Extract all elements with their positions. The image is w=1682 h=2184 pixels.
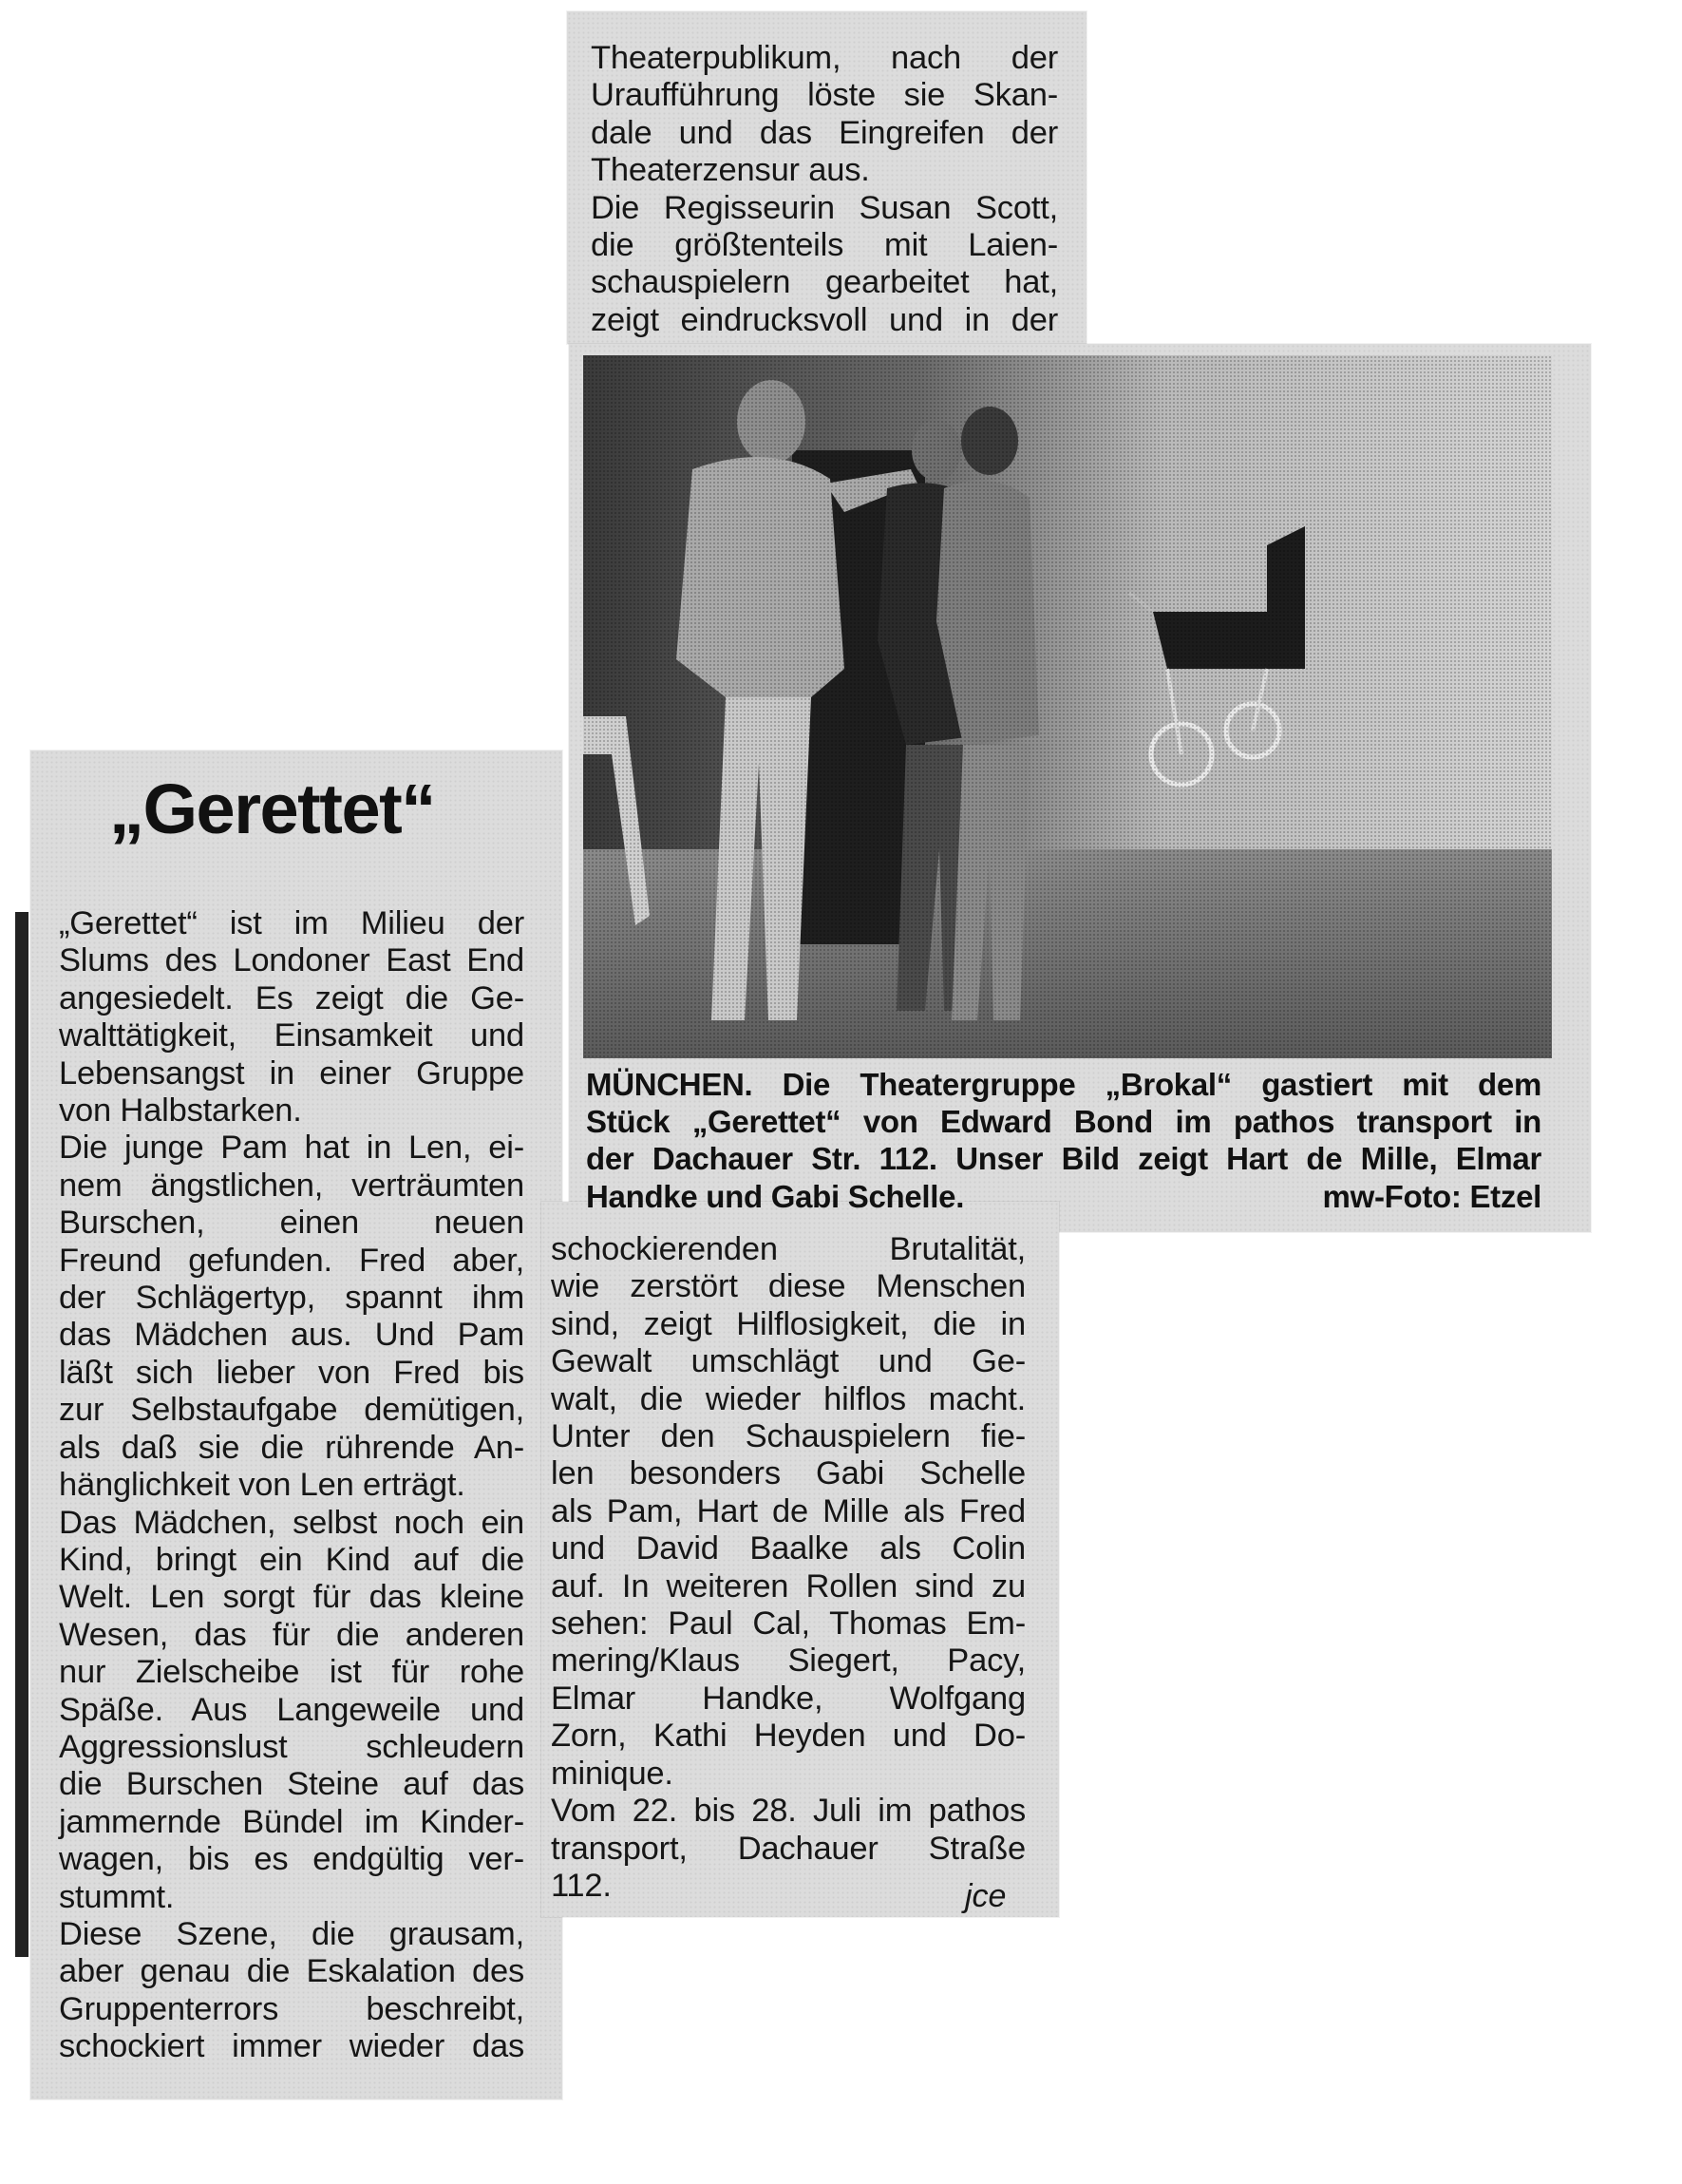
text-line: von Halbstarken. xyxy=(59,1092,302,1130)
text-line: nur Zielscheibe ist für rohe xyxy=(59,1654,524,1691)
text-line: nem ängstlichen, verträumten xyxy=(59,1167,524,1204)
text-line: Aggressionslust schleudern xyxy=(59,1728,524,1765)
text-line: mering/Klaus Siegert, Pacy, xyxy=(551,1643,1026,1680)
text-line: Theaterpublikum, nach der xyxy=(591,40,1058,76)
text-line: walt, die wieder hilflos macht. xyxy=(551,1380,1026,1417)
text-line: Wesen, das für die anderen xyxy=(59,1616,524,1653)
text-line: läßt sich lieber von Fred bis xyxy=(59,1354,524,1391)
text-line: die Burschen Steine auf das xyxy=(59,1766,524,1803)
article-column-left xyxy=(59,905,524,2066)
article-column-right xyxy=(551,1231,1026,1905)
text-line: „Gerettet“ ist im Milieu der xyxy=(59,905,524,941)
author-signature: jce xyxy=(965,1878,1007,1914)
text-line: Die Regisseurin Susan Scott, xyxy=(591,189,1058,226)
text-line: als Pam, Hart de Mille als Fred xyxy=(551,1492,1026,1529)
text-line: Unter den Schauspielern fie- xyxy=(551,1418,1026,1455)
caption-line: MÜNCHEN. Die Theatergruppe „Brokal“ gastiert mit dem xyxy=(586,1067,1541,1102)
text-line: das Mädchen aus. Und Pam xyxy=(59,1317,524,1354)
text-line: transport, Dachauer Straße xyxy=(551,1830,1026,1867)
text-line: Gruppenterrors beschreibt, xyxy=(59,1990,524,2027)
text-line: Elmar Handke, Wolfgang xyxy=(551,1680,1026,1717)
text-line: Slums des Londoner East End xyxy=(59,942,524,979)
text-line: zeigt eindrucksvoll und in der xyxy=(591,301,1058,338)
text-line: Die junge Pam hat in Len, ei- xyxy=(59,1130,524,1167)
text-line: minique. xyxy=(551,1755,673,1792)
text-line: als daß sie die rührende An- xyxy=(59,1429,524,1466)
text-line: sehen: Paul Cal, Thomas Em- xyxy=(551,1605,1026,1643)
text-line: Zorn, Kathi Heyden und Do- xyxy=(551,1718,1026,1755)
text-line: Theaterzensur aus. xyxy=(591,152,870,189)
text-line: Burschen, einen neuen xyxy=(59,1205,524,1242)
text-line: hänglichkeit von Len erträgt. xyxy=(59,1467,465,1504)
text-line: Gewalt umschlägt und Ge- xyxy=(551,1343,1026,1380)
text-line: Kind, bringt ein Kind auf die xyxy=(59,1541,524,1578)
text-line: Späße. Aus Langeweile und xyxy=(59,1691,524,1728)
text-line: Vom 22. bis 28. Juli im pathos xyxy=(551,1793,1026,1830)
text-line: 112. xyxy=(551,1867,612,1904)
headline: „Gerettet“ xyxy=(109,769,435,848)
photo-scene-graphic xyxy=(583,355,1552,1058)
caption-last-row xyxy=(586,1178,1541,1215)
text-line: Das Mädchen, selbst noch ein xyxy=(59,1504,524,1541)
photo-caption xyxy=(586,1066,1541,1215)
text-line: Uraufführung löste sie Skan- xyxy=(591,77,1058,114)
text-line: der Schlägertyp, spannt ihm xyxy=(59,1280,524,1317)
text-line: len besonders Gabi Schelle xyxy=(551,1455,1026,1492)
clipping-shadow-edge xyxy=(15,912,28,1957)
photo-credit: mw-Foto: Etzel xyxy=(1322,1178,1541,1214)
text-line: Lebensangst in einer Gruppe xyxy=(59,1054,524,1092)
text-line: auf. In weiteren Rollen sind zu xyxy=(551,1567,1026,1605)
text-line: Freund gefunden. Fred aber, xyxy=(59,1242,524,1279)
caption-line: der Dachauer Str. 112. Unser Bild zeigt Hart de Mille, Elmar xyxy=(586,1141,1541,1177)
text-line: angesiedelt. Es zeigt die Ge- xyxy=(59,979,524,1016)
text-line: die größtenteils mit Laien- xyxy=(591,227,1058,264)
text-line: zur Selbstaufgabe demütigen, xyxy=(59,1392,524,1429)
caption-line: Stück „Gerettet“ von Edward Bond im pathos transport in xyxy=(586,1104,1541,1140)
text-line: schockiert immer wieder das xyxy=(59,2028,524,2065)
text-line: aber genau die Eskalation des xyxy=(59,1953,524,1990)
text-line: sind, zeigt Hilflosigkeit, die in xyxy=(551,1305,1026,1342)
article-column-top xyxy=(591,40,1058,339)
text-line: Diese Szene, die grausam, xyxy=(59,1915,524,1952)
text-line: Welt. Len sorgt für das kleine xyxy=(59,1579,524,1616)
text-line: schockierenden Brutalität, xyxy=(551,1231,1026,1267)
text-line: jammernde Bündel im Kinder- xyxy=(59,1803,524,1840)
text-line: schauspielern gearbeitet hat, xyxy=(591,264,1058,301)
caption-line: Handke und Gabi Schelle. xyxy=(586,1178,965,1214)
text-line: und David Baalke als Colin xyxy=(551,1530,1026,1567)
text-line: wie zerstört diese Menschen xyxy=(551,1268,1026,1305)
text-line: wagen, bis es endgültig ver- xyxy=(59,1841,524,1878)
text-line: dale und das Eingreifen der xyxy=(591,114,1058,151)
text-line: stummt. xyxy=(59,1878,175,1915)
text-line: walttätigkeit, Einsamkeit und xyxy=(59,1017,524,1054)
press-photo xyxy=(583,355,1552,1058)
